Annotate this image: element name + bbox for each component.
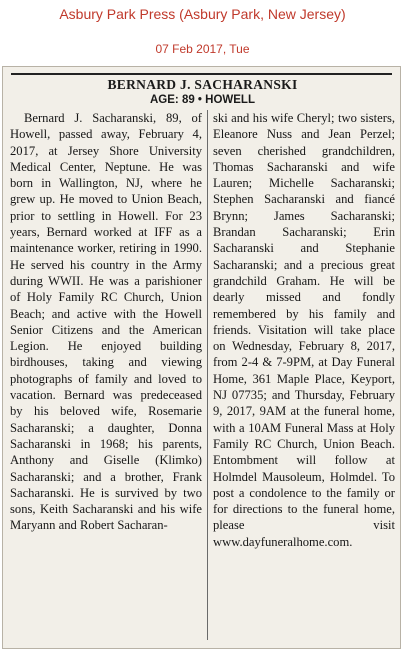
top-rule <box>11 73 392 75</box>
obituary-column-left: Bernard J. Sacharanski, 89, of Howell, passed away, February 4, 2017, at Jersey Shore University Medical Center, Neptune. He was born in Wallington, NJ, where he grew up. He moved to Union Beach, prior to settling in Howell. For 23 years, Bernard worked at IFF as a maintenance worker, retiring in 1990. He served his country in the Army during WWII. He was a parishioner of Holy Family RC Church, Union Beach; and active with the Howell Senior Citizens and the American Legion. He enjoyed building birdhouses, taking and viewing photographs of family and loved to vacation. Bernard was predeceased by his beloved wife, Rosemarie Sacharanski; a daughter, Donna Sacharanski in 1968; his parents, Anthony and Giselle (Klimko) Sacharanski; and a brother, Frank Sacharanski. He is survived by two sons, Keith Sacharanski and his wife Maryann and Robert Sacharan- <box>10 111 202 533</box>
obituary-name: BERNARD J. SACHARANSKI <box>107 77 298 92</box>
publication-date: 07 Feb 2017, Tue <box>155 42 250 56</box>
obituary-column-right: ski and his wife Cheryl; two sisters, Eleanore Nuss and Jean Perzel; seven cherished grandchildren, Thomas Sacharanski and wife Lauren; Michelle Sacharanski; Stephen Sacharanski and fiancé Brynn; James Sacharanski; Brandan Sacharanski; Erin Sacharanski and Stephanie Sacharanski; and a precious great grandchild Graham. He will be dearly missed and fondly remembered by his family and friends. Visitation will take place on Wednesday, February 8, 2017, from 2-4 & 7-9PM, at Day Funeral Home, 361 Maple Place, Keyport, NJ 07735; and Thursday, February 9, 2017, 9AM at the funeral home, with a 10AM Funeral Mass at Holy Family RC Church, Union Beach. Entombment will follow at Holmdel Mausoleum, Holmdel. To post a condolence to the family or for directions to the funeral home, please visit www.dayfuneralhome.com. <box>213 111 395 549</box>
obituary-age-location: AGE: 89 • HOWELL <box>150 94 255 106</box>
publication-title: Asbury Park Press (Asbury Park, New Jersey) <box>59 6 346 22</box>
newspaper-clipping <box>2 66 401 649</box>
column-divider <box>207 110 208 640</box>
